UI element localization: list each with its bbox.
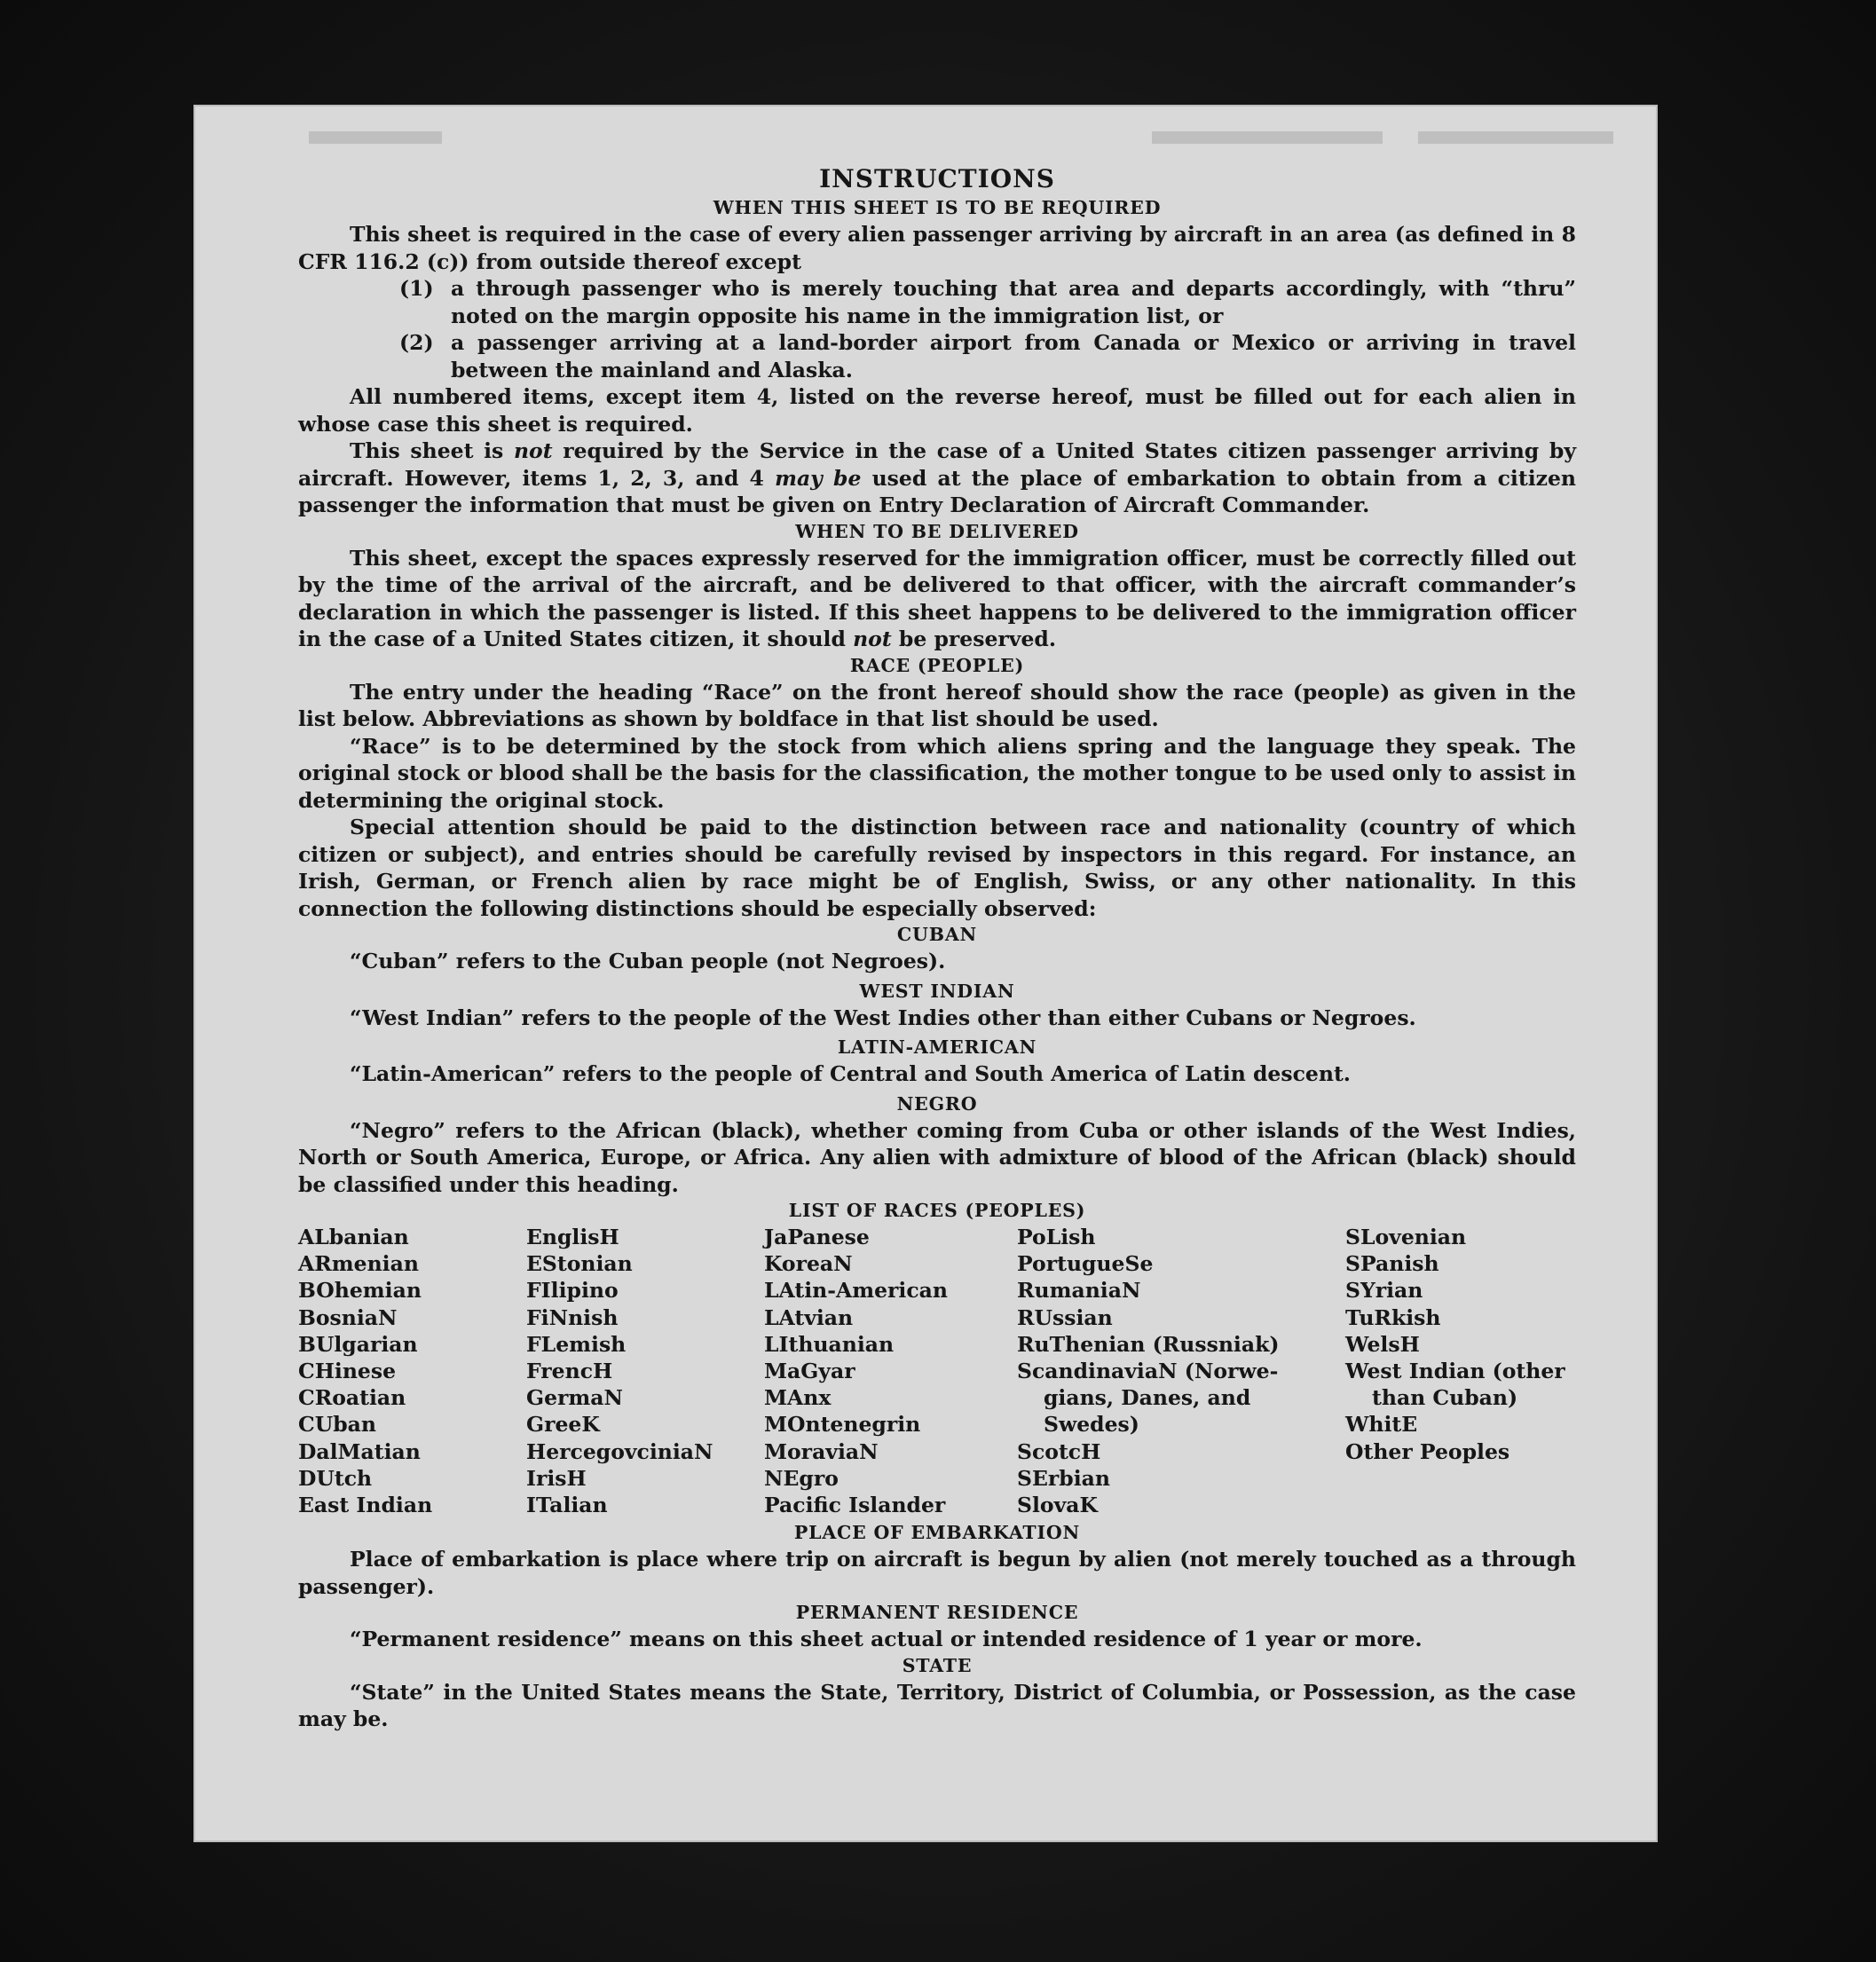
list-item: [399, 329, 1576, 383]
race-entry: gians, Danes, and: [1044, 1385, 1251, 1411]
bleed-through-mark: [309, 131, 442, 144]
race-entry: SPanish: [1345, 1251, 1439, 1277]
paragraph: All numbered items, except item 4, listed on the reverse hereof, must be filled out for each alien in whose case this sheet is required.: [298, 384, 1576, 437]
race-entry: RUssian: [1017, 1304, 1113, 1330]
race-entry: BOhemian: [298, 1278, 422, 1304]
race-entry: than Cuban): [1372, 1385, 1518, 1411]
section-heading: LATIN-AMERICAN: [837, 1036, 1037, 1058]
race-column: [764, 1224, 1017, 1518]
text-run-italic: not: [513, 438, 553, 463]
paragraph: The entry under the heading “Race” on the front hereof should show the race (people) as given in the list below. Abbreviations as shown by boldface in that list should be used.: [298, 679, 1576, 731]
paragraph: “Cuban” refers to the Cuban people (not Negroes).: [350, 949, 946, 973]
section-heading: PERMANENT RESIDENCE: [795, 1602, 1079, 1624]
race-entry: GermaN: [526, 1385, 623, 1411]
text-run: used at the place of embarkation to obtain from a citizen passenger the information that must be given on Entry Declaration of Aircraft Commander.: [298, 465, 1576, 517]
race-entry: SYrian: [1345, 1278, 1423, 1304]
race-entry: East Indian: [298, 1493, 433, 1518]
bleed-through-mark: [1418, 131, 1613, 144]
race-entry: FLemish: [526, 1331, 627, 1357]
race-entry: ALbanian: [298, 1225, 409, 1249]
race-entry: SlovaK: [1017, 1493, 1098, 1518]
paragraph: “Permanent residence” means on this sheet actual or intended residence of 1 year or more.: [350, 1627, 1423, 1652]
race-entry: WelsH: [1345, 1331, 1420, 1357]
paragraph: [298, 545, 1576, 653]
section-heading: STATE: [902, 1654, 973, 1676]
race-entry: SLovenian: [1345, 1225, 1467, 1249]
text-run: required by the Service in the case of a United States citizen passenger arriving by aircraft. However, items 1, 2, 3, and 4: [298, 438, 1576, 491]
race-entry: FIlipino: [526, 1278, 619, 1304]
race-entry: West Indian (other: [1345, 1359, 1565, 1384]
race-entry: RumaniaN: [1017, 1278, 1141, 1304]
page-title: INSTRUCTIONS: [819, 164, 1055, 193]
text-run: be preserved.: [891, 626, 1057, 651]
list-item-number: (2): [399, 330, 434, 355]
text-run-italic: may be: [775, 465, 862, 491]
paragraph: “West Indian” refers to the people of the West Indies other than either Cubans or Negroes.: [350, 1005, 1416, 1030]
race-list: [298, 1224, 1576, 1518]
paragraph: Special attention should be paid to the distinction between race and nationality (country of which citizen or subject), and entries should be carefully revised by inspectors in this regard. For instance, an Irish, German, or French alien by race might be of English, Swiss, or any other nationality. In this connection the following distinctions should be especially observed:: [298, 815, 1576, 921]
race-entry: RuThenian (Russniak): [1017, 1331, 1280, 1357]
race-entry: NEgro: [764, 1465, 839, 1491]
race-entry: CUban: [298, 1412, 376, 1438]
instructions-content: [298, 163, 1576, 1733]
race-entry: MaGyar: [764, 1359, 855, 1384]
race-entry: BUlgarian: [298, 1331, 418, 1357]
race-entry: WhitE: [1345, 1412, 1418, 1438]
race-entry: EnglisH: [526, 1225, 619, 1249]
race-entry: Swedes): [1044, 1412, 1139, 1438]
paragraph: [298, 437, 1576, 519]
list-item-text: a passenger arriving at a land-border airport from Canada or Mexico or arriving in travel between the mainland and Alaska.: [451, 330, 1576, 382]
race-entry: BosniaN: [298, 1304, 398, 1330]
race-entry: CHinese: [298, 1359, 397, 1384]
text-run-italic: not: [853, 626, 892, 651]
race-column: [526, 1224, 764, 1518]
race-entry: HercegovciniaN: [526, 1438, 713, 1464]
race-entry: ITalian: [526, 1493, 608, 1518]
race-entry: MoraviaN: [764, 1438, 879, 1464]
race-entry: LIthuanian: [764, 1331, 895, 1357]
text-run: This sheet is: [350, 438, 514, 463]
race-entry: ScandinaviaN (Norwe-: [1017, 1359, 1279, 1384]
section-heading: LIST OF RACES (PEOPLES): [788, 1200, 1086, 1221]
paragraph: “Latin-American” refers to the people of Central and South America of Latin descent.: [350, 1061, 1351, 1086]
race-entry: CRoatian: [298, 1385, 406, 1411]
race-entry: MOntenegrin: [764, 1412, 921, 1438]
race-column: [298, 1224, 526, 1518]
paragraph: This sheet is required in the case of every alien passenger arriving by aircraft in an area (as defined in 8 CFR 116.2 (c)) from outside thereof except: [298, 222, 1576, 274]
list-item-text: a through passenger who is merely touching that area and departs accordingly, with “thru” noted on the margin opposite his name in the immigration list, or: [451, 276, 1576, 328]
section-heading: PLACE OF EMBARKATION: [793, 1522, 1081, 1544]
paragraph: “State” in the United States means the State, Territory, District of Columbia, or Possession, as the case may be.: [298, 1679, 1576, 1732]
race-entry: FiNnish: [526, 1304, 619, 1330]
paragraph: Place of embarkation is place where trip on aircraft is begun by alien (not merely touched as a through passenger).: [298, 1547, 1576, 1599]
section-heading: RACE (PEOPLE): [849, 654, 1025, 676]
document-sheet: [193, 105, 1658, 1842]
race-column: [1345, 1224, 1576, 1518]
race-entry: KoreaN: [764, 1251, 853, 1277]
paragraph: “Negro” refers to the African (black), whether coming from Cuba or other islands of the West Indies, North or South America, Europe, or Africa. Any alien with admixture of blood of the African (black) should be classified under this heading.: [298, 1117, 1576, 1197]
bleed-through-mark: [1152, 131, 1383, 144]
section-heading: NEGRO: [896, 1092, 978, 1115]
section-heading: WEST INDIAN: [859, 980, 1015, 1002]
race-entry: JaPanese: [764, 1225, 870, 1249]
text-run: This sheet, except the spaces expressly reserved for the immigration officer, must be correctly filled out by the time of the arrival of the aircraft, and be delivered to that officer, with the aircraft commander’s declaration in which the passenger is listed. If this sheet happens to be delivered to the immigration officer in the case of a United States citizen, it should: [298, 545, 1576, 651]
race-entry: Pacific Islander: [764, 1493, 946, 1518]
race-entry: DalMatian: [298, 1438, 421, 1464]
list-item-number: (1): [399, 276, 434, 301]
race-entry: LAtvian: [764, 1304, 854, 1330]
race-entry: DUtch: [298, 1465, 373, 1491]
race-entry: IrisH: [526, 1465, 587, 1491]
race-entry: Other Peoples: [1345, 1438, 1510, 1464]
section-heading: WHEN TO BE DELIVERED: [795, 520, 1079, 542]
race-entry: MAnx: [764, 1385, 832, 1411]
race-entry: ARmenian: [298, 1251, 419, 1277]
race-entry: EStonian: [526, 1251, 633, 1277]
race-entry: LAtin-American: [764, 1278, 948, 1304]
race-entry: PoLish: [1017, 1225, 1096, 1249]
section-heading: CUBAN: [896, 924, 978, 945]
race-entry: SErbian: [1017, 1465, 1110, 1491]
race-entry: ScotcH: [1017, 1438, 1101, 1464]
race-entry: FrencH: [526, 1359, 613, 1384]
race-entry: GreeK: [526, 1412, 600, 1438]
list-item: [399, 275, 1576, 329]
section-heading: WHEN THIS SHEET IS TO BE REQUIRED: [713, 197, 1162, 218]
race-entry: TuRkish: [1345, 1304, 1441, 1330]
paragraph: “Race” is to be determined by the stock from which aliens spring and the language they speak. The original stock or blood shall be the basis for the classification, the mother tongue to be used only to assist in determining the original stock.: [298, 733, 1576, 813]
race-entry: PortugueSe: [1017, 1251, 1154, 1277]
race-column: [1017, 1224, 1345, 1518]
